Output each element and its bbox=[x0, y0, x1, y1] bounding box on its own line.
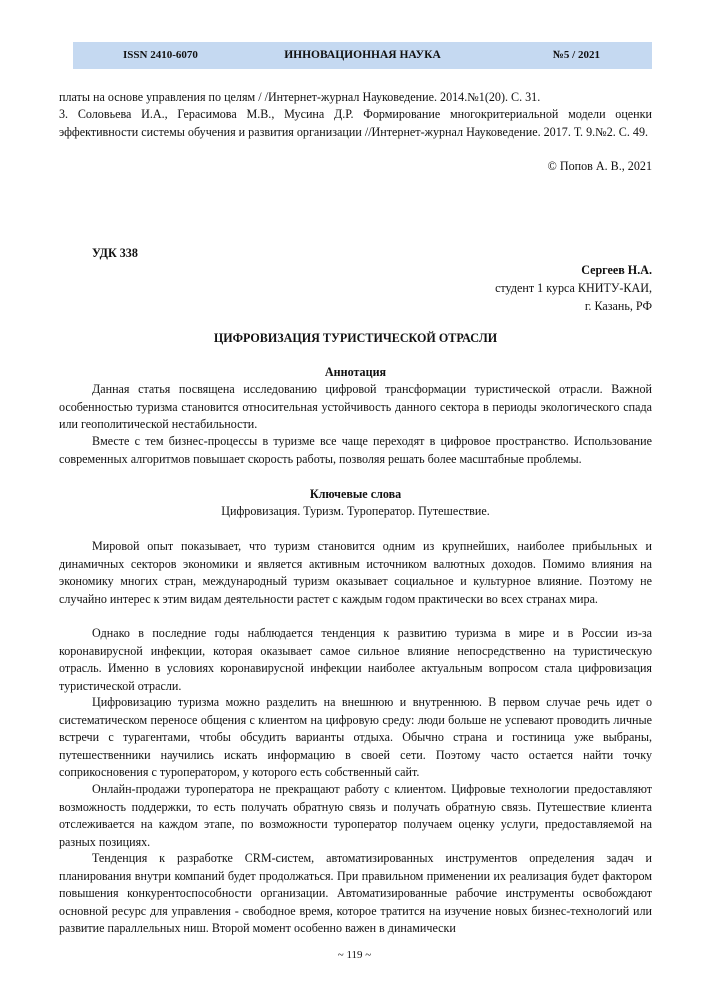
reference-continuation: платы на основе управления по целям / /Интернет-журнал Науковедение. 2014.№1(20). С. 31. bbox=[59, 90, 541, 104]
author-affiliation: студент 1 курса КНИТУ-КАИ, bbox=[495, 281, 652, 295]
author-city: г. Казань, РФ bbox=[584, 299, 652, 313]
abstract-paragraph-2: Вместе с тем бизнес-процессы в туризме все чаще переходят в цифровое пространство. Использование современных алгоритмов повышает скорость работы, позволяя решать более масштабные проблемы. bbox=[59, 434, 652, 466]
udk: УДК 338 bbox=[92, 246, 138, 260]
abstract-heading: Аннотация bbox=[324, 365, 387, 379]
keywords-list: Цифровизация. Туризм. Туроператор. Путешествие. bbox=[221, 504, 490, 518]
body-paragraph-2: Однако в последние годы наблюдается тенденция к развитию туризма в мире и в России из-за коронавирусной инфекции, которая оказывает самое сильное влияние непосредственно на туристическую отрасль. Именно в условиях коронавирусной инфекции наиболее актуальным вопросом стала цифровизация туристической отрасли. bbox=[59, 626, 652, 693]
keywords-heading: Ключевые слова bbox=[309, 487, 402, 501]
journal-header bbox=[73, 42, 652, 69]
body-paragraph-5: Тенденция к разработке CRM-систем, автоматизированных инструментов определения задач и планирования внутри компаний будет продолжаться. При правильном применении их реализация будет фактором повышения конкурентоспособности организации. Автоматизированные рабочие инструменты освобождают основной ресурс для управления - свободное время, которое тратится на изучение новых бизнес-технологий или развитие параллельных ниш. Второй момент особенно важен в динамически bbox=[59, 851, 652, 935]
article-title: ЦИФРОВИЗАЦИЯ ТУРИСТИЧЕСКОЙ ОТРАСЛИ bbox=[213, 331, 498, 345]
body-paragraph-1: Мировой опыт показывает, что туризм становится одним из крупнейших, наиболее прибыльных и динамичных секторов экономики и является активным источником валютных доходов. Помимо влияния на экономику многих стран, международный туризм оказывает социальное и культурное влияние. Поэтому не случайно интерес к этим видам деятельности растет с каждым годом практически во всех странах мира. bbox=[59, 539, 652, 606]
body-paragraph-3: Цифровизацию туризма можно разделить на внешнюю и внутреннюю. В первом случае речь идет о систематическом переносе общения с клиентом на цифровую среду: люди больше не успевают проводить личные встречи с турагентами, чтобы обсудить варианты отдыха. Обычно страна и гостиница уже выбраны, путешественники научились искать информацию в своей сети. Поэтому часто остается найти точку соприкосновения с туроператором, у которого есть собственный сайт. bbox=[59, 695, 652, 779]
previous-copyright: © Попов А. В., 2021 bbox=[547, 159, 652, 173]
issue-number: №5 / 2021 bbox=[552, 49, 600, 61]
journal-title: ИННОВАЦИОННАЯ НАУКА bbox=[284, 49, 441, 61]
body-paragraph-4: Онлайн-продажи туроператора не прекращают работу с клиентом. Цифровые технологии предоставляют возможность поддержки, то есть получать обратную связь и получать обратную связь. Путешествие клиента отслеживается на каждом этапе, по возможности туроператор получаем оценку услуги, предоставляемой на разных позициях. bbox=[59, 782, 652, 849]
page-number: ~ 119 ~ bbox=[337, 949, 372, 961]
abstract-paragraph-1: Данная статья посвящена исследованию цифровой трансформации туристической отрасли. Важной особенностью туризма становится относительная устойчивость данного сектора в периоды экологического спада или геополитической нестабильности. bbox=[59, 382, 652, 431]
issn: ISSN 2410-6070 bbox=[123, 49, 198, 61]
reference-3: 3. Соловьева И.А., Герасимова М.В., Мусина Д.Р. Формирование многокритериальной модели оценки эффективности системы обучения и развития организации //Интернет-журнал Науковедение. 2017. Т. 9.№2. С. 49. bbox=[59, 107, 652, 139]
author-name: Сергеев Н.А. bbox=[581, 263, 652, 277]
